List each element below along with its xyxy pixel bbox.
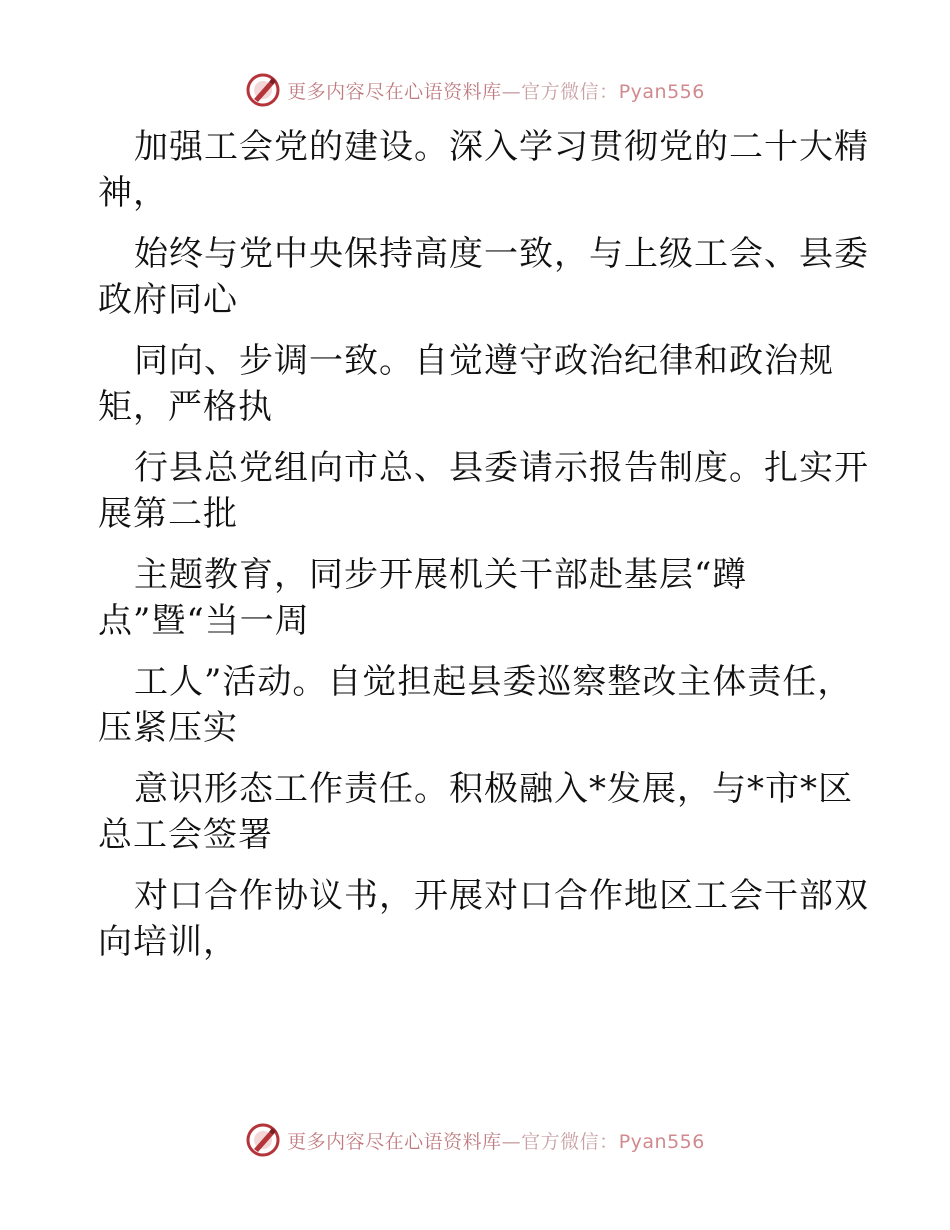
- paragraph-line-continuation: 压紧压实: [98, 708, 238, 748]
- watermark-wechat-id: Pyan556: [618, 1130, 705, 1153]
- paragraph-line-continuation: 展第二批: [98, 494, 238, 534]
- paragraph-line-continuation: 神，: [98, 173, 168, 213]
- watermark-wechat-label: 官方微信：: [521, 1130, 619, 1153]
- paragraph-line: 行县总党组向市总、县委请示报告制度。扎实开: [134, 448, 869, 488]
- watermark-wechat-id: Pyan556: [618, 80, 705, 103]
- paragraph-line: 主题教育，同步开展机关干部赴基层“蹲: [134, 555, 748, 595]
- paragraph-line-continuation: 点”暨“当一周: [98, 601, 310, 641]
- watermark-site: 更多内容尽在心语资料库: [287, 1130, 502, 1153]
- watermark-site: 更多内容尽在心语资料库: [287, 80, 502, 103]
- paragraph-line: 工人”活动。自觉担起县委巡察整改主体责任，: [134, 662, 853, 702]
- document-body: [98, 124, 869, 980]
- paragraph-line: 同向、步调一致。自觉遵守政治纪律和政治规: [134, 341, 834, 381]
- paragraph-line: 始终与党中央保持高度一致，与上级工会、县委: [134, 234, 869, 274]
- pen-logo-icon: [245, 72, 281, 108]
- watermark-text: [287, 77, 705, 104]
- paragraph-line-continuation: 总工会签署: [98, 815, 273, 855]
- watermark-dash: —: [501, 80, 522, 103]
- watermark-dash: —: [501, 1130, 522, 1153]
- paragraph-line-continuation: 矩，严格执: [98, 387, 273, 427]
- paragraph-line: 意识形态工作责任。积极融入*发展，与*市*区: [134, 769, 853, 809]
- header-watermark: [0, 70, 950, 110]
- paragraph-line-continuation: 向培训，: [98, 922, 238, 962]
- paragraph-line: 加强工会党的建设。深入学习贯彻党的二十大精: [134, 127, 869, 167]
- footer-watermark: [0, 1120, 950, 1160]
- watermark-wechat-label: 官方微信：: [521, 80, 619, 103]
- paragraph-line-continuation: 政府同心: [98, 280, 238, 320]
- watermark-text: [287, 1127, 705, 1154]
- pen-logo-icon: [245, 1122, 281, 1158]
- paragraph-line: 对口合作协议书，开展对口合作地区工会干部双: [134, 876, 869, 916]
